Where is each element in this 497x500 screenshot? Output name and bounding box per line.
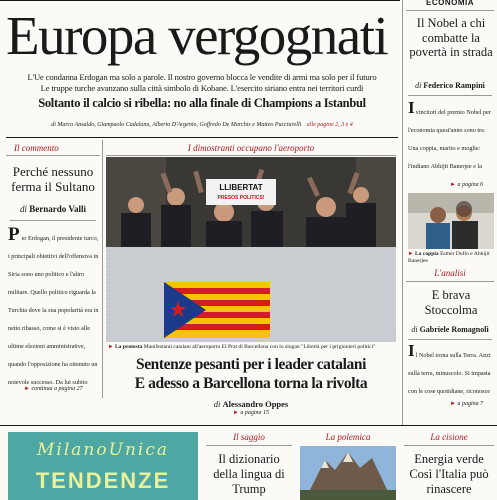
ad-line-2: TENDENZE	[35, 468, 171, 493]
commento-body-wrap	[8, 227, 100, 385]
arrow-icon: ►	[450, 401, 456, 407]
nobel-byline	[406, 81, 494, 90]
caption-arrow-icon: ►	[408, 251, 414, 257]
commento-body: er Erdogan, il presidente turco, i principali obiettivi dell'offensiva in Siria sono uno politico e l'altro militare. Quello politico riguarda la Turchia dove la sua popolarità era in netto ribasso, come si è visto alle ultime elezioni amministrative, quando l'opposizione ha ottenuto un notevole successo. Da lui subito	[8, 235, 99, 385]
subheadline-2: Le truppe turche avanzano sulla città simbolo di Kobane. L'esercito siriano entra nei territori curdi	[40, 83, 364, 93]
divider	[408, 95, 492, 96]
nobel-title[interactable]: Il Nobel a chi combatte la povertà in strada	[409, 16, 493, 59]
top-rule	[0, 0, 400, 1]
analisi-byline	[406, 325, 494, 334]
divider	[408, 339, 492, 340]
caption-arrow-icon: ►	[108, 344, 114, 350]
divider	[6, 155, 100, 156]
byline-prefix: di	[213, 399, 221, 409]
column-rule	[102, 140, 103, 398]
analisi-title[interactable]: E brava Stoccolma	[424, 288, 478, 317]
divider	[6, 137, 398, 138]
drop-cap: I	[408, 101, 415, 117]
nobel-page[interactable]	[450, 182, 483, 188]
column-rule	[402, 0, 403, 425]
center-title-2[interactable]: E adesso a Barcellona torna la rivolta	[134, 375, 368, 392]
milanounica-ad[interactable]	[8, 432, 198, 500]
center-page[interactable]	[106, 410, 396, 416]
divider	[10, 220, 96, 221]
continues-link[interactable]: continua a pagina 27	[31, 386, 83, 392]
banner-text: LLIBERTAT	[219, 183, 263, 192]
divider	[206, 445, 292, 446]
saggio-label: Il saggio	[233, 432, 265, 442]
protest-photo-svg	[106, 157, 396, 342]
nobel-body-wrap	[408, 101, 494, 181]
mountain-photo-svg	[300, 446, 396, 500]
commento-title[interactable]: Perché nessuno ferma il Sultano	[11, 164, 95, 194]
nobel-couple-photo-svg	[408, 193, 494, 249]
nobel-author: Federico Rampini	[423, 81, 485, 90]
divider	[106, 155, 396, 156]
caption-label: La protesta	[114, 344, 143, 350]
main-pages-link[interactable]: alle pagine 2, 3 e 4	[306, 122, 353, 128]
bottom-strip-rule	[0, 425, 497, 426]
analisi-author: Gabriele Romagnoli	[419, 325, 489, 334]
analisi-page-link[interactable]: a pagina 7	[457, 401, 484, 407]
analisi-body-wrap	[408, 344, 494, 401]
nobel-body: vincitori del premio Nobel per l'economia quest'anno sono tre. Una coppia, marito e moglie: l'indiano Abhijit Banerjee e la	[408, 109, 491, 170]
mountain-photo	[300, 446, 396, 500]
commento-continues[interactable]	[24, 386, 83, 392]
commento-byline	[8, 204, 98, 214]
commento-author: Bernardo Valli	[29, 204, 87, 214]
ad-line-1: MilanoUnica	[37, 440, 169, 460]
protest-photo	[106, 157, 396, 342]
analisi-page[interactable]	[450, 401, 483, 407]
banner-sub: PRESOS POLITICS!	[217, 195, 265, 201]
analisi-label: L'analisi	[434, 268, 466, 278]
center-label: I dimostranti occupano l'aeroporto	[187, 143, 315, 153]
photo-caption	[108, 344, 396, 351]
center-author: Alessandro Oppes	[222, 399, 289, 409]
byline-prefix: di	[415, 81, 422, 90]
center-title-1[interactable]: Sentenze pesanti per i leader catalani	[135, 356, 367, 373]
cisione-title[interactable]: Energia verde Così l'Italia può rinascere	[409, 452, 489, 496]
main-byline-authors: di Marco Ansaldo, Giampaolo Cadalanu, Alberto D'Argenio, Goffredo De Marchis e Matteo Pucciarelli	[51, 122, 302, 128]
cisione-label: La cisione	[430, 432, 468, 442]
subheadline-1: L'Ue condanna Erdogan ma solo a parole. Il nostro governo blocca le vendite di armi ma solo per il futuro	[27, 72, 377, 82]
commento-label: Il commento	[14, 143, 59, 153]
main-byline	[6, 122, 398, 128]
nobel-caption-label: La coppia	[414, 251, 439, 257]
drop-cap: I	[408, 344, 415, 360]
divider	[406, 281, 494, 282]
center-page-link[interactable]: a pagina 15	[240, 410, 270, 416]
polemica-label: La polemica	[325, 432, 371, 442]
economia-label: ECONOMIA	[426, 0, 474, 7]
byline-prefix: di	[411, 325, 418, 334]
saggio-title[interactable]: Il dizionario della lingua di Trump	[213, 452, 285, 496]
divider	[406, 10, 494, 11]
arrow-icon: ►	[450, 182, 456, 188]
drop-cap: P	[8, 227, 20, 245]
sport-headline: Soltanto il calcio si ribella: no alla finale di Champions a Istanbul	[38, 96, 366, 110]
center-byline	[106, 399, 396, 409]
byline-prefix: di	[19, 204, 27, 214]
main-headline: Europa vergognati	[6, 5, 388, 66]
divider	[404, 445, 494, 446]
nobel-photo-caption	[408, 251, 494, 265]
nobel-page-link[interactable]: a pagina 6	[457, 182, 484, 188]
analisi-body: l Nobel torna sulla Terra. Anzi sulla terra, minuscolo. Si impasta con le cose quotidiane, riconosce	[408, 352, 491, 395]
arrow-icon: ►	[232, 410, 239, 416]
estelada-flag	[164, 282, 270, 338]
caption-text: Manifestanti catalani all'aeroporto El Prat di Barcellona con lo slogan "Libertà per i prigionieri politici"	[143, 344, 376, 350]
nobel-caption-text: Esther Duflo e Abhijit Banerjee	[408, 251, 490, 264]
arrow-icon: ►	[24, 386, 30, 392]
nobel-couple-photo	[408, 193, 494, 249]
